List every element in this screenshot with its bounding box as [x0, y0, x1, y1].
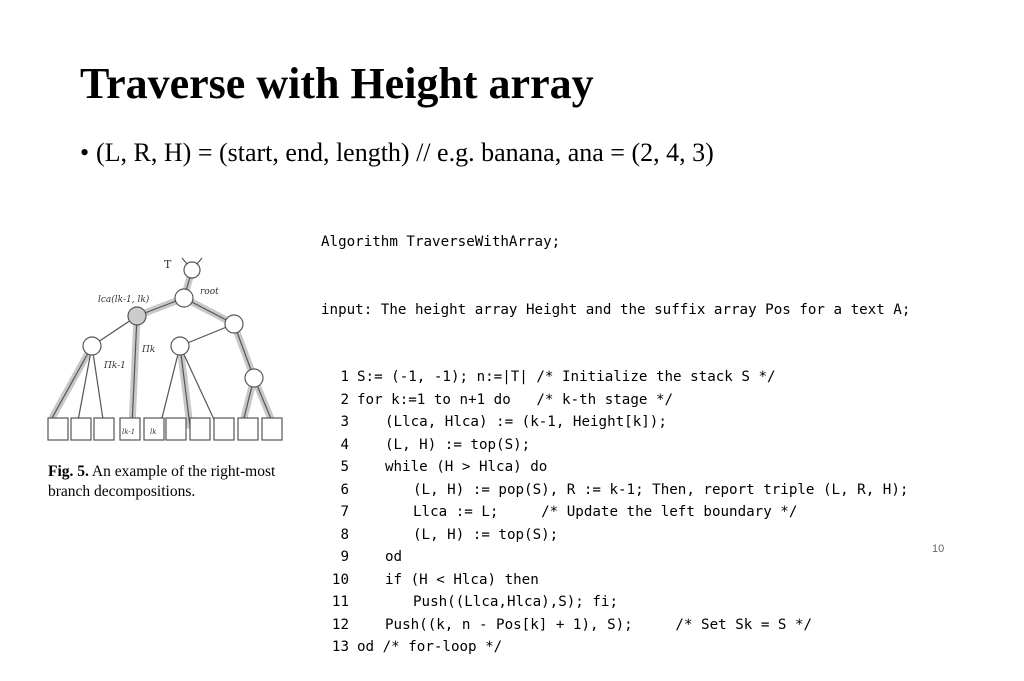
- tree-node: [225, 315, 243, 333]
- line-number: 6: [340, 481, 349, 498]
- tree-diagram: [42, 248, 292, 448]
- bullet-dot: •: [80, 138, 90, 167]
- line-code: (Llca, Hlca) := (k-1, Height[k]);: [385, 414, 667, 430]
- line-number: 11: [331, 594, 349, 610]
- algorithm-line: [321, 591, 910, 614]
- algorithm-line: [321, 614, 910, 637]
- line-code: for k:=1 to n+1 do /* k-th stage */: [357, 391, 674, 408]
- algorithm-line: [321, 411, 910, 434]
- line-code: Push((Llca,Hlca),S); fi;: [413, 594, 618, 610]
- tree-labels: [98, 258, 219, 436]
- tree-leaf: [238, 418, 258, 440]
- line-code: Push((k, n - Pos[k] + 1), S); /* Set Sk = S */: [385, 616, 813, 633]
- label-top: T: [164, 258, 172, 271]
- line-number: 3: [340, 414, 349, 430]
- tree-leaf: [71, 418, 91, 440]
- line-code: (L, H) := top(S);: [385, 436, 531, 453]
- tree-node: [171, 337, 189, 355]
- line-number: 2: [340, 391, 349, 408]
- algorithm-line: [321, 434, 910, 457]
- algorithm-line: [321, 501, 910, 524]
- tree-figure: [42, 248, 292, 448]
- algorithm-header: Algorithm TraverseWithArray;: [321, 234, 561, 250]
- line-code: S:= (-1, -1); n:=|T| /* Initialize the stack S */: [357, 369, 776, 385]
- algorithm-line: [321, 636, 910, 659]
- label-pik: Πk: [142, 345, 156, 355]
- algorithm-line: [321, 479, 910, 502]
- algorithm-line: [321, 366, 910, 389]
- line-code: Llca := L; /* Update the left boundary */: [413, 504, 798, 520]
- caption-text: An example of the right-most branch decompositions.: [48, 463, 276, 500]
- line-number: 13: [331, 639, 349, 655]
- tree-node: [83, 337, 101, 355]
- tree-node-root: [175, 289, 193, 307]
- tree-leaves: [48, 418, 282, 440]
- algorithm-line: [321, 569, 910, 592]
- line-code: while (H > Hlca) do: [385, 459, 548, 475]
- line-code: od /* for-loop */: [357, 639, 503, 655]
- tree-leaf: [214, 418, 234, 440]
- tree-node: [245, 369, 263, 387]
- caption-label: Fig. 5.: [48, 463, 89, 480]
- line-code: (L, H) := top(S);: [413, 526, 559, 543]
- figure-caption: [48, 462, 298, 502]
- label-pik-1: Πk-1: [104, 361, 126, 371]
- slide-title: Traverse with Height array: [80, 59, 594, 108]
- tree-node-lca: [128, 307, 146, 325]
- line-code: od: [385, 549, 403, 565]
- algorithm-line: [321, 456, 910, 479]
- tree-leaf: [166, 418, 186, 440]
- line-number: 9: [340, 549, 349, 565]
- label-root: root: [200, 287, 219, 297]
- algorithm-block: [321, 186, 910, 681]
- line-number: 7: [340, 504, 349, 520]
- line-number: 8: [340, 526, 349, 543]
- algorithm-lines: [321, 366, 910, 659]
- line-code: if (H < Hlca) then: [385, 571, 539, 588]
- bullet-text: (L, R, H) = (start, end, length) // e.g. banana, ana = (2, 4, 3): [96, 138, 714, 167]
- tree-leaf: [262, 418, 282, 440]
- line-number: 1: [340, 369, 349, 385]
- algorithm-line: [321, 546, 910, 569]
- line-code: (L, H) := pop(S), R := k-1; Then, report triple (L, R, H);: [413, 481, 909, 498]
- algorithm-line: [321, 524, 910, 547]
- page-number: 10: [932, 543, 945, 555]
- tree-node-top: [184, 262, 200, 278]
- line-number: 4: [340, 436, 349, 453]
- bullet-item: [80, 138, 714, 168]
- label-lca: lca(lk-1, lk): [98, 295, 150, 305]
- line-number: 12: [331, 616, 349, 633]
- tree-leaf: [94, 418, 114, 440]
- tree-leaf: [48, 418, 68, 440]
- tree-leaf: [190, 418, 210, 440]
- line-number: 10: [331, 571, 349, 588]
- leaf-label-lk-1: lk-1: [122, 428, 136, 436]
- line-number: 5: [340, 459, 349, 475]
- algorithm-input: input: The height array Height and the suffix array Pos for a text A;: [321, 301, 911, 318]
- algorithm-line: [321, 389, 910, 412]
- leaf-label-lk: lk: [150, 428, 157, 436]
